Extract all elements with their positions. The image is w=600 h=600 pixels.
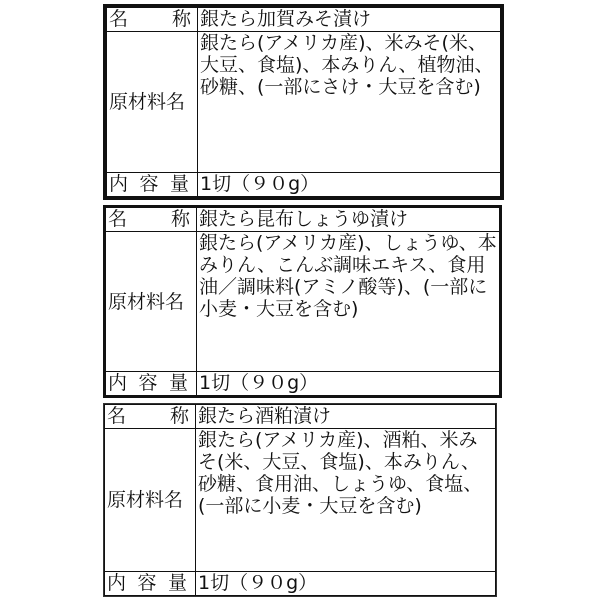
name-value: 銀たら昆布しょうゆ漬け xyxy=(197,208,500,232)
name-row xyxy=(107,8,501,32)
label-table-3 xyxy=(103,403,497,597)
label-table-grid xyxy=(106,7,501,197)
quantity-header-char: 内 xyxy=(107,572,127,594)
quantity-header-char: 容 xyxy=(137,572,157,594)
ingredients-row xyxy=(106,232,500,372)
name-header-char: 称 xyxy=(170,208,190,230)
ingredients-value: 銀たら(アメリカ産)、しょうゆ、本みりん、こんぶ調味エキス、食用油／調味料(アミノ酸等)、(一部に小麦・大豆を含む) xyxy=(197,232,500,372)
name-header xyxy=(107,8,198,32)
ingredients-value: 銀たら(アメリカ産)、米みそ(米、大豆、食塩)、本みりん、植物油、砂糖、(一部にさけ・大豆を含む) xyxy=(198,32,501,173)
ingredients-row xyxy=(105,429,496,572)
quantity-value: 1切（９０g） xyxy=(198,173,501,197)
name-header-char: 称 xyxy=(169,405,189,427)
name-value: 銀たら加賀みそ漬け xyxy=(198,8,501,32)
quantity-row xyxy=(106,372,500,396)
label-table-grid xyxy=(105,207,500,396)
quantity-value: 1切（９０g） xyxy=(197,372,500,396)
name-header xyxy=(106,208,197,232)
quantity-header-char: 量 xyxy=(167,572,187,594)
ingredients-header: 原材料名 xyxy=(105,429,196,572)
quantity-header-char: 容 xyxy=(138,372,158,394)
quantity-header-char: 量 xyxy=(168,372,188,394)
quantity-header-char: 内 xyxy=(108,372,128,394)
quantity-value: 1切（９０g） xyxy=(196,572,496,596)
ingredients-header: 原材料名 xyxy=(106,232,197,372)
quantity-header xyxy=(106,372,197,396)
name-header-char: 名 xyxy=(109,8,129,30)
label-table-1 xyxy=(103,4,504,200)
name-row xyxy=(105,405,496,429)
quantity-row xyxy=(107,173,501,197)
ingredients-row xyxy=(107,32,501,173)
name-header-char: 名 xyxy=(107,405,127,427)
quantity-header xyxy=(107,173,198,197)
label-table-grid xyxy=(104,404,496,596)
name-header xyxy=(105,405,196,429)
name-row xyxy=(106,208,500,232)
name-header-char: 名 xyxy=(108,208,128,230)
label-table-2 xyxy=(103,205,502,398)
quantity-header-char: 内 xyxy=(109,173,129,195)
quantity-header-char: 量 xyxy=(169,173,189,195)
quantity-header xyxy=(105,572,196,596)
ingredients-header: 原材料名 xyxy=(107,32,198,173)
name-value: 銀たら酒粕漬け xyxy=(196,405,496,429)
quantity-header-char: 容 xyxy=(139,173,159,195)
quantity-row xyxy=(105,572,496,596)
ingredients-value: 銀たら(アメリカ産)、酒粕、米みそ(米、大豆、食塩)、本みりん、砂糖、食用油、しょうゆ、食塩、(一部に小麦・大豆を含む) xyxy=(196,429,496,572)
name-header-char: 称 xyxy=(171,8,191,30)
